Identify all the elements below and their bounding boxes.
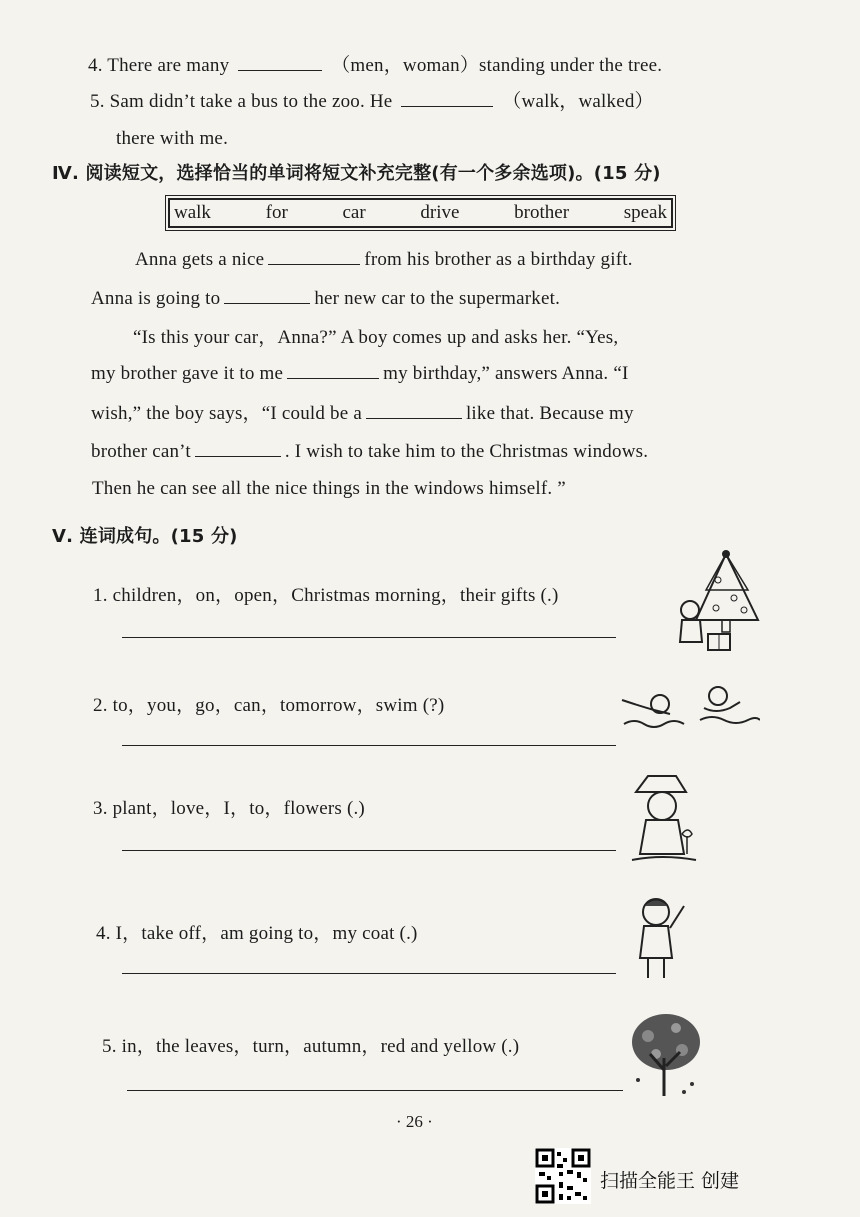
- word-bank: [168, 198, 673, 228]
- passage-text: brother can’t: [91, 441, 191, 462]
- section-heading-5: Ⅴ. 连词成句。(15 分): [52, 526, 238, 547]
- page-number: · 26 ·: [396, 1112, 433, 1131]
- fill-blank[interactable]: [401, 88, 493, 107]
- passage-text: like that. Because my: [465, 403, 634, 424]
- girl-planting-icon: [626, 770, 702, 868]
- passage-text: . I wish to take him to the Christmas windows.: [284, 441, 649, 462]
- word-option: speak: [623, 202, 667, 223]
- swimmers-icon: [620, 680, 760, 744]
- question-text: Sam didn’t take a bus to the zoo. He: [109, 91, 393, 112]
- fill-blank[interactable]: [238, 52, 322, 71]
- fill-blank[interactable]: [366, 400, 462, 419]
- answer-line[interactable]: [122, 973, 616, 974]
- passage-line-2: [91, 285, 560, 310]
- passage-text: my birthday,” answers Anna. “I: [383, 363, 629, 384]
- scanner-watermark: 扫描全能王 创建: [600, 1170, 740, 1192]
- answer-line[interactable]: [122, 637, 616, 638]
- part3-q4: [88, 50, 662, 77]
- passage-text: wish,” the boy says，“I could be a: [91, 403, 362, 424]
- reorder-item-1: [93, 580, 559, 607]
- word-option: walk: [174, 202, 211, 223]
- passage-text: her new car to the supermarket.: [314, 288, 561, 309]
- fill-blank[interactable]: [287, 360, 379, 379]
- question-number: 3.: [93, 798, 108, 819]
- answer-line[interactable]: [127, 1090, 623, 1091]
- qr-code-icon: [535, 1148, 591, 1204]
- part3-q5: [90, 86, 654, 113]
- reorder-item-5: [102, 1031, 519, 1058]
- word-option: car: [342, 202, 366, 223]
- boy-coat-icon: [630, 892, 692, 982]
- question-number: 4.: [88, 55, 103, 76]
- question-text: There are many: [107, 55, 230, 76]
- passage-line-1: [135, 246, 633, 271]
- autumn-tree-icon: [626, 1010, 706, 1096]
- reorder-item-2: [93, 690, 444, 717]
- passage-text: my brother gave it to me: [91, 363, 284, 384]
- passage-line-5: [91, 398, 634, 425]
- passage-line-3: “Is this your car，Anna?” A boy comes up and asks her. “Yes,: [133, 327, 619, 348]
- word-option: brother: [514, 202, 570, 223]
- question-number: 4.: [96, 923, 111, 944]
- word-list: I，take off，am going to，my coat (.): [115, 923, 418, 944]
- answer-line[interactable]: [122, 745, 616, 746]
- question-options: （walk，walked）: [502, 91, 654, 112]
- word-list: in，the leaves，turn，autumn，red and yellow (.): [121, 1036, 520, 1057]
- boy-christmas-tree-icon: [668, 550, 764, 660]
- answer-line[interactable]: [122, 850, 616, 851]
- reorder-item-4: [96, 918, 418, 945]
- word-option: drive: [420, 202, 460, 223]
- fill-blank[interactable]: [195, 438, 281, 457]
- question-number: 5.: [90, 91, 105, 112]
- passage-text: Anna is going to: [91, 288, 221, 309]
- question-number: 2.: [93, 695, 108, 716]
- question-continuation: there with me.: [116, 128, 229, 149]
- fill-blank[interactable]: [224, 285, 310, 304]
- passage-line-7: Then he can see all the nice things in the windows himself. ”: [92, 478, 566, 499]
- word-list: children，on，open，Christmas morning，their gifts (.): [112, 585, 559, 606]
- question-number: 1.: [93, 585, 108, 606]
- word-list: plant，love，I，to，flowers (.): [112, 798, 365, 819]
- question-number: 5.: [102, 1036, 117, 1057]
- reorder-item-3: [93, 793, 365, 820]
- word-list: to，you，go，can，tomorrow，swim (?): [112, 695, 445, 716]
- passage-text: from his brother as a birthday gift.: [364, 249, 633, 270]
- passage-line-4: [91, 360, 629, 385]
- passage-text: Anna gets a nice: [135, 249, 265, 270]
- fill-blank[interactable]: [268, 246, 360, 265]
- passage-line-6: [91, 438, 648, 463]
- word-option: for: [265, 202, 288, 223]
- section-heading-4: Ⅳ. 阅读短文，选择恰当的单词将短文补充完整(有一个多余选项)。(15 分): [52, 163, 661, 184]
- question-options: （men，woman）standing under the tree.: [331, 55, 663, 76]
